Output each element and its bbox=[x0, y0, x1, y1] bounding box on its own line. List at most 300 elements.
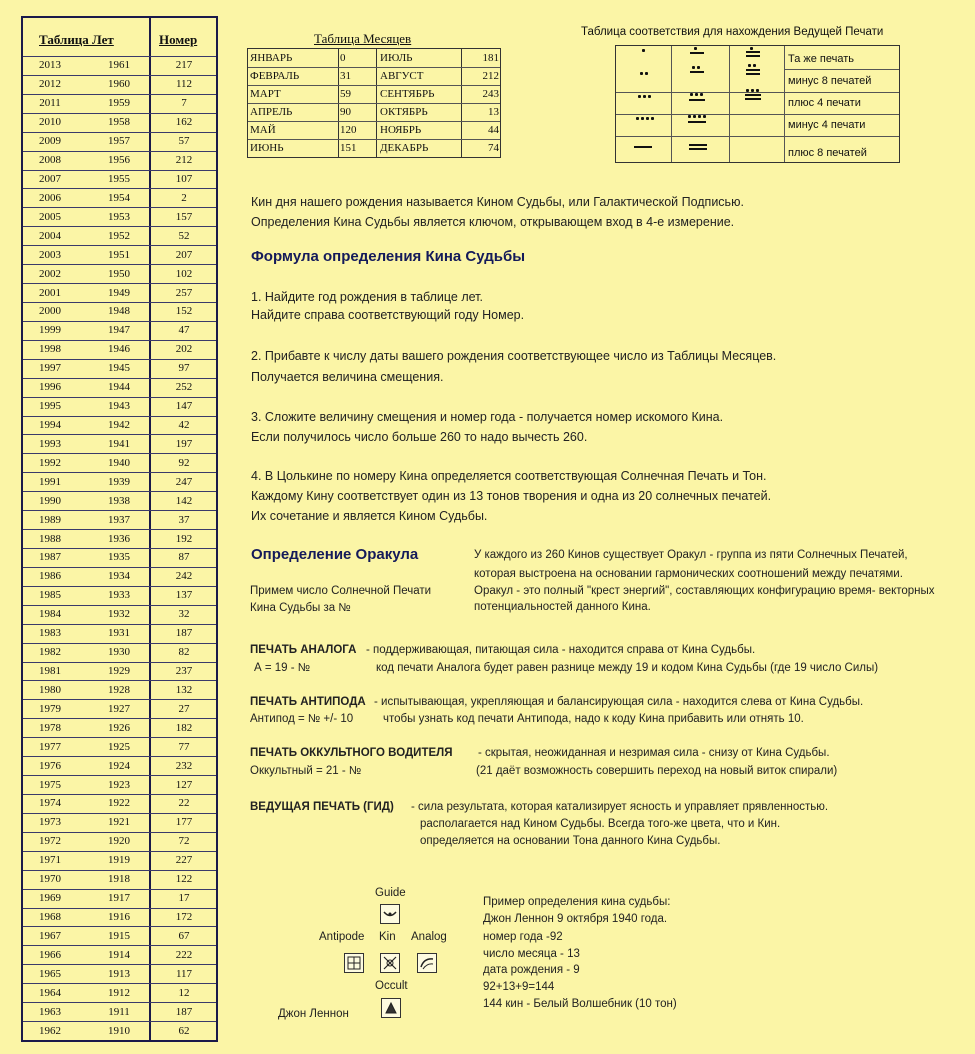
tone-11-icon bbox=[750, 47, 753, 50]
number-cell: 187 bbox=[175, 1005, 193, 1018]
year-cell: 2004 bbox=[39, 229, 61, 242]
number-cell: 17 bbox=[178, 892, 190, 905]
year-cell: 1989 bbox=[39, 513, 61, 526]
example-line-1: Джон Леннон 9 октября 1940 года. bbox=[483, 913, 668, 925]
year-cell: 1970 bbox=[39, 873, 61, 886]
months-table-title: Таблица Месяцев bbox=[314, 31, 412, 46]
year-cell-alt: 1949 bbox=[108, 286, 130, 299]
year-cell-alt: 1933 bbox=[108, 589, 130, 602]
diagram-label-analog: Analog bbox=[411, 931, 447, 943]
year-cell: 1998 bbox=[39, 343, 61, 356]
years-table-row bbox=[23, 302, 216, 318]
antipode-note: чтобы узнать код печати Антипода, надо к коду Кина прибавить или отнять 10. bbox=[383, 713, 804, 725]
number-cell: 22 bbox=[178, 797, 190, 810]
years-table-row bbox=[23, 434, 216, 450]
year-cell-alt: 1961 bbox=[108, 59, 130, 72]
year-cell-alt: 1939 bbox=[108, 475, 130, 488]
year-cell: 2013 bbox=[39, 59, 61, 72]
years-table-row bbox=[23, 510, 216, 526]
intro-line-2: Определения Кина Судьбы является ключом, открывающем вход в 4-е измерение. bbox=[251, 215, 735, 229]
year-cell-alt: 1923 bbox=[108, 778, 130, 791]
years-table-row bbox=[23, 851, 216, 867]
antipode-seal-icon bbox=[344, 953, 364, 973]
years-table-row bbox=[23, 1002, 216, 1018]
year-cell-alt: 1959 bbox=[108, 97, 130, 110]
occult-formula: Оккультный = 21 - № bbox=[250, 765, 362, 777]
years-table-row bbox=[23, 283, 216, 299]
year-cell: 2001 bbox=[39, 286, 61, 299]
year-cell: 2002 bbox=[39, 267, 61, 280]
number-cell: 217 bbox=[175, 59, 193, 72]
years-table-row bbox=[23, 453, 216, 469]
years-table-row bbox=[23, 170, 216, 185]
formula-step-4c: Их сочетание и является Кином Судьбы. bbox=[251, 509, 488, 523]
number-cell: 62 bbox=[178, 1024, 190, 1037]
tone-12-icon bbox=[748, 64, 756, 67]
year-cell-alt: 1927 bbox=[108, 702, 130, 715]
oracle-heading: Определение Оракула bbox=[251, 546, 419, 563]
years-table-row bbox=[23, 207, 216, 223]
year-cell-alt: 1930 bbox=[108, 646, 130, 659]
number-cell: 182 bbox=[175, 721, 193, 734]
year-cell: 1979 bbox=[39, 702, 61, 715]
month-name-cell: АПРЕЛЬ bbox=[250, 106, 293, 118]
years-table-row bbox=[23, 321, 216, 337]
example-line-6: 144 кин - Белый Волшебник (10 тон) bbox=[483, 998, 677, 1010]
number-cell: 232 bbox=[175, 759, 193, 772]
example-line-4: дата рождения - 9 bbox=[483, 964, 580, 976]
year-cell: 1963 bbox=[39, 1005, 61, 1018]
years-table-row bbox=[23, 624, 216, 640]
number-cell: 87 bbox=[178, 551, 190, 564]
year-cell-alt: 1921 bbox=[108, 816, 130, 829]
month-value-cell: 90 bbox=[340, 106, 351, 118]
tone-3-icon bbox=[638, 95, 651, 98]
year-cell: 1992 bbox=[39, 456, 61, 469]
years-table-row bbox=[23, 340, 216, 356]
year-cell-alt: 1948 bbox=[108, 305, 130, 318]
analog-title: ПЕЧАТЬ АНАЛОГА bbox=[250, 644, 357, 656]
number-cell: 117 bbox=[175, 967, 193, 980]
years-table-rows bbox=[23, 56, 216, 1040]
diagram-label-guide: Guide bbox=[375, 887, 406, 899]
antipode-formula: Антипод = № +/- 10 bbox=[250, 713, 354, 725]
years-table-row bbox=[23, 264, 216, 280]
occult-seal-icon bbox=[381, 998, 401, 1018]
year-cell-alt: 1913 bbox=[108, 967, 130, 980]
number-cell: 127 bbox=[175, 778, 193, 791]
number-cell: 257 bbox=[175, 286, 193, 299]
tone-7-icon bbox=[692, 66, 700, 69]
year-cell-alt: 1926 bbox=[108, 721, 130, 734]
seal-label-minus8: минус 8 печатей bbox=[788, 75, 872, 87]
year-cell-alt: 1957 bbox=[108, 135, 130, 148]
year-cell: 1985 bbox=[39, 589, 61, 602]
year-cell-alt: 1924 bbox=[108, 759, 130, 772]
example-line-5: 92+13+9=144 bbox=[483, 981, 555, 993]
year-cell-alt: 1937 bbox=[108, 513, 130, 526]
tone-1-icon bbox=[642, 49, 645, 52]
year-cell-alt: 1922 bbox=[108, 797, 130, 810]
analog-desc: - поддерживающая, питающая сила - находится справа от Кина Судьбы. bbox=[366, 644, 756, 656]
years-table-row bbox=[23, 226, 216, 242]
years-table-row bbox=[23, 567, 216, 583]
year-cell: 1966 bbox=[39, 948, 61, 961]
formula-step-2b: Получается величина смещения. bbox=[251, 370, 444, 384]
years-table-row bbox=[23, 586, 216, 602]
years-table-row bbox=[23, 756, 216, 772]
number-cell: 132 bbox=[175, 683, 193, 696]
number-cell: 247 bbox=[175, 475, 193, 488]
diagram-label-antipode: Antipode bbox=[319, 931, 365, 943]
number-cell: 12 bbox=[178, 986, 190, 999]
number-cell: 52 bbox=[178, 229, 190, 242]
year-cell: 2010 bbox=[39, 116, 61, 129]
year-cell-alt: 1938 bbox=[108, 494, 130, 507]
month-name-cell: ДЕКАБРЬ bbox=[380, 142, 429, 154]
formula-step-4a: 4. В Цолькине по номеру Кина определяется соответствующая Солнечная Печать и Тон. bbox=[251, 469, 767, 483]
number-cell: 82 bbox=[178, 646, 190, 659]
tone-8-icon bbox=[690, 93, 703, 96]
month-value-cell: 151 bbox=[340, 142, 357, 154]
year-cell: 1984 bbox=[39, 608, 61, 621]
seal-label-plus4: плюс 4 печати bbox=[788, 97, 861, 109]
years-table-row bbox=[23, 718, 216, 734]
oracle-right-2: которая выстроена на основании гармонических соотношений между печатями. bbox=[474, 568, 903, 580]
year-cell: 1965 bbox=[39, 967, 61, 980]
years-table-row bbox=[23, 397, 216, 413]
number-cell: 112 bbox=[175, 78, 193, 91]
year-cell-alt: 1952 bbox=[108, 229, 130, 242]
year-cell-alt: 1951 bbox=[108, 248, 130, 261]
year-cell-alt: 1918 bbox=[108, 873, 130, 886]
year-cell: 1994 bbox=[39, 418, 61, 431]
month-value-cell: 181 bbox=[482, 52, 499, 64]
number-cell: 192 bbox=[175, 532, 193, 545]
example-line-2: номер года -92 bbox=[483, 931, 563, 943]
guide-desc-2: располагается над Кином Судьбы. Всегда того-же цвета, что и Кин. bbox=[420, 818, 781, 830]
number-cell: 187 bbox=[175, 627, 193, 640]
occult-title: ПЕЧАТЬ ОККУЛЬТНОГО ВОДИТЕЛЯ bbox=[250, 747, 453, 759]
guide-desc-3: определяется на основании Тона данного Кина Судьбы. bbox=[420, 835, 721, 847]
oracle-right-4: потенциальностей данного Кина. bbox=[474, 601, 651, 613]
year-cell: 1972 bbox=[39, 835, 61, 848]
year-cell: 1976 bbox=[39, 759, 61, 772]
year-cell-alt: 1946 bbox=[108, 343, 130, 356]
number-cell: 102 bbox=[175, 267, 193, 280]
year-cell-alt: 1941 bbox=[108, 437, 130, 450]
year-cell-alt: 1917 bbox=[108, 892, 130, 905]
number-cell: 67 bbox=[178, 929, 190, 942]
years-table-row bbox=[23, 870, 216, 886]
number-cell: 142 bbox=[175, 494, 193, 507]
tone-2-icon bbox=[640, 72, 648, 75]
number-cell: 242 bbox=[175, 570, 193, 583]
number-cell: 147 bbox=[175, 400, 193, 413]
year-cell-alt: 1919 bbox=[108, 854, 130, 867]
seal-label-minus4: минус 4 печати bbox=[788, 119, 866, 131]
years-table-row bbox=[23, 908, 216, 923]
number-cell: 42 bbox=[178, 418, 190, 431]
years-table-header-number: Номер bbox=[159, 32, 198, 47]
formula-heading: Формула определения Кина Судьбы bbox=[251, 248, 526, 265]
years-table-row bbox=[23, 378, 216, 394]
year-cell-alt: 1947 bbox=[108, 324, 130, 337]
year-cell: 1987 bbox=[39, 551, 61, 564]
year-cell-alt: 1932 bbox=[108, 608, 130, 621]
number-cell: 97 bbox=[178, 362, 190, 375]
month-name-cell: СЕНТЯБРЬ bbox=[380, 88, 435, 100]
year-cell: 1997 bbox=[39, 362, 61, 375]
month-value-cell: 13 bbox=[488, 106, 499, 118]
years-table-row bbox=[23, 643, 216, 659]
year-cell-alt: 1929 bbox=[108, 664, 130, 677]
tone-13-icon bbox=[746, 89, 759, 92]
months-table bbox=[247, 48, 501, 158]
year-cell: 1993 bbox=[39, 437, 61, 450]
year-cell-alt: 1958 bbox=[108, 116, 130, 129]
year-cell-alt: 1931 bbox=[108, 627, 130, 640]
tone-10-icon bbox=[689, 144, 707, 146]
year-cell: 1969 bbox=[39, 892, 61, 905]
month-name-cell: НОЯБРЬ bbox=[380, 124, 422, 136]
years-table-row bbox=[23, 964, 216, 980]
month-value-cell: 120 bbox=[340, 124, 357, 136]
analog-formula: А = 19 - № bbox=[254, 662, 311, 674]
years-table-row bbox=[23, 832, 216, 848]
year-cell: 1964 bbox=[39, 986, 61, 999]
years-table-row bbox=[23, 94, 216, 110]
years-table-row bbox=[23, 662, 216, 677]
year-cell: 1982 bbox=[39, 646, 61, 659]
year-cell: 1967 bbox=[39, 929, 61, 942]
year-cell: 1991 bbox=[39, 475, 61, 488]
number-cell: 202 bbox=[175, 343, 193, 356]
seal-table-title: Таблица соответствия для нахождения Ведущей Печати bbox=[581, 26, 884, 38]
formula-step-1b: Найдите справа соответствующий году Номер. bbox=[251, 308, 525, 322]
years-table-row bbox=[23, 188, 216, 204]
antipode-title: ПЕЧАТЬ АНТИПОДА bbox=[250, 696, 366, 708]
month-name-cell: ОКТЯБРЬ bbox=[380, 106, 428, 118]
years-table-row bbox=[23, 245, 216, 261]
month-value-cell: 0 bbox=[340, 52, 346, 64]
years-table-row bbox=[23, 794, 216, 810]
number-cell: 137 bbox=[175, 589, 193, 602]
year-cell: 1974 bbox=[39, 797, 61, 810]
year-cell: 1977 bbox=[39, 740, 61, 753]
year-cell: 1981 bbox=[39, 664, 61, 677]
year-cell-alt: 1956 bbox=[108, 154, 130, 167]
oracle-right-3: Оракул - это полный "крест энергий", составляющих конфигурацию время- векторных bbox=[474, 585, 935, 597]
antipode-desc: - испытывающая, укрепляющая и балансирующая сила - находится слева от Кина Судьбы. bbox=[374, 696, 864, 708]
month-name-cell: АВГУСТ bbox=[380, 70, 424, 82]
oracle-left-2: Кина Судьбы за № bbox=[250, 602, 351, 614]
years-table-row bbox=[23, 548, 216, 564]
number-cell: 222 bbox=[175, 948, 193, 961]
month-value-cell: 243 bbox=[482, 88, 499, 100]
year-cell-alt: 1920 bbox=[108, 835, 130, 848]
year-cell-alt: 1945 bbox=[108, 362, 130, 375]
oracle-right-1: У каждого из 260 Кинов существует Оракул - группа из пяти Солнечных Печатей, bbox=[474, 549, 908, 561]
number-cell: 122 bbox=[175, 873, 193, 886]
month-name-cell: ФЕВРАЛЬ bbox=[250, 70, 300, 82]
month-name-cell: МАРТ bbox=[250, 88, 281, 100]
number-cell: 27 bbox=[178, 702, 190, 715]
year-cell: 2005 bbox=[39, 210, 61, 223]
year-cell-alt: 1950 bbox=[108, 267, 130, 280]
years-table-row bbox=[23, 1021, 216, 1037]
year-cell: 1973 bbox=[39, 816, 61, 829]
oracle-left-1: Примем число Солнечной Печати bbox=[250, 585, 432, 597]
year-cell: 1968 bbox=[39, 910, 61, 923]
year-cell: 2000 bbox=[39, 305, 61, 318]
seal-label-same: Та же печать bbox=[788, 53, 855, 65]
year-cell: 1980 bbox=[39, 683, 61, 696]
years-table-row bbox=[23, 529, 216, 545]
month-name-cell: ИЮНЬ bbox=[250, 142, 284, 154]
number-cell: 227 bbox=[175, 854, 193, 867]
month-value-cell: 31 bbox=[340, 70, 351, 82]
kin-seal-icon bbox=[380, 953, 400, 973]
year-cell: 1995 bbox=[39, 400, 61, 413]
formula-step-4b: Каждому Кину соответствует один из 13 тонов творения и одна из 20 солнечных печатей. bbox=[251, 489, 772, 503]
seal-table bbox=[615, 45, 900, 163]
number-cell: 92 bbox=[178, 456, 190, 469]
formula-step-1a: 1. Найдите год рождения в таблице лет. bbox=[251, 290, 483, 304]
formula-step-3a: 3. Сложите величину смещения и номер года - получается номер искомого Кина. bbox=[251, 410, 724, 424]
years-table-row bbox=[23, 359, 216, 375]
year-cell-alt: 1925 bbox=[108, 740, 130, 753]
month-name-cell: МАЙ bbox=[250, 124, 276, 136]
year-cell: 1983 bbox=[39, 627, 61, 640]
analog-seal-icon bbox=[417, 953, 437, 973]
year-cell-alt: 1943 bbox=[108, 400, 130, 413]
number-cell: 47 bbox=[178, 324, 190, 337]
number-cell: 162 bbox=[175, 116, 193, 129]
seal-label-plus8: плюс 8 печатей bbox=[788, 147, 867, 159]
year-cell-alt: 1942 bbox=[108, 418, 130, 431]
number-cell: 212 bbox=[175, 154, 193, 167]
year-cell: 1986 bbox=[39, 570, 61, 583]
year-cell-alt: 1954 bbox=[108, 191, 130, 204]
year-cell-alt: 1934 bbox=[108, 570, 130, 583]
guide-seal-icon bbox=[380, 904, 400, 924]
year-cell: 2012 bbox=[39, 78, 61, 91]
years-table-row bbox=[23, 416, 216, 431]
tone-9-icon bbox=[688, 115, 706, 118]
year-cell-alt: 1915 bbox=[108, 929, 130, 942]
number-cell: 157 bbox=[175, 210, 193, 223]
number-cell: 107 bbox=[175, 172, 193, 185]
year-cell: 2003 bbox=[39, 248, 61, 261]
year-cell-alt: 1955 bbox=[108, 172, 130, 185]
number-cell: 152 bbox=[175, 305, 193, 318]
number-cell: 72 bbox=[178, 835, 190, 848]
years-table-row bbox=[23, 775, 216, 791]
year-cell-alt: 1928 bbox=[108, 683, 130, 696]
month-name-cell: ЯНВАРЬ bbox=[250, 52, 293, 64]
years-table-row bbox=[23, 680, 216, 696]
years-table-row bbox=[23, 945, 216, 961]
guide-title: ВЕДУЩАЯ ПЕЧАТЬ (ГИД) bbox=[250, 801, 394, 813]
diagram-label-person: Джон Леннон bbox=[278, 1008, 349, 1020]
year-cell-alt: 1914 bbox=[108, 948, 130, 961]
years-table-row bbox=[23, 737, 216, 753]
number-cell: 7 bbox=[181, 97, 187, 110]
years-table-row bbox=[23, 983, 216, 999]
year-cell-alt: 1960 bbox=[108, 78, 130, 91]
number-cell: 237 bbox=[175, 664, 193, 677]
guide-desc-1: - сила результата, которая катализирует ясность и управляет прявленностью. bbox=[411, 801, 829, 813]
occult-note: (21 даёт возможность совершить переход на новый виток спирали) bbox=[476, 765, 838, 777]
year-cell-alt: 1912 bbox=[108, 986, 130, 999]
year-cell-alt: 1935 bbox=[108, 551, 130, 564]
year-cell: 1988 bbox=[39, 532, 61, 545]
number-cell: 57 bbox=[178, 135, 190, 148]
number-cell: 37 bbox=[178, 513, 190, 526]
year-cell: 1978 bbox=[39, 721, 61, 734]
number-cell: 252 bbox=[175, 381, 193, 394]
year-cell-alt: 1944 bbox=[108, 381, 130, 394]
year-cell: 1996 bbox=[39, 381, 61, 394]
year-cell: 2011 bbox=[39, 97, 61, 110]
number-cell: 77 bbox=[178, 740, 190, 753]
example-title: Пример определения кина судьбы: bbox=[483, 896, 671, 908]
analog-note: код печати Аналога будет равен разнице между 19 и кодом Кина Судьбы (где 19 число Силы) bbox=[376, 662, 879, 674]
month-value-cell: 59 bbox=[340, 88, 351, 100]
years-table-row bbox=[23, 926, 216, 942]
years-table-row bbox=[23, 605, 216, 621]
year-cell-alt: 1911 bbox=[108, 1005, 130, 1018]
years-table-row bbox=[23, 699, 216, 715]
year-cell-alt: 1953 bbox=[108, 210, 130, 223]
tone-6-icon bbox=[694, 47, 697, 50]
year-cell-alt: 1916 bbox=[108, 910, 130, 923]
year-cell-alt: 1910 bbox=[108, 1024, 130, 1037]
number-cell: 207 bbox=[175, 248, 193, 261]
years-table bbox=[21, 16, 218, 1042]
year-cell-alt: 1940 bbox=[108, 456, 130, 469]
year-cell: 1962 bbox=[39, 1024, 61, 1037]
intro-line-1: Кин дня нашего рождения называется Кином Судьбы, или Галактической Подписью. bbox=[251, 195, 744, 209]
years-table-row bbox=[23, 472, 216, 488]
years-table-row bbox=[23, 75, 216, 91]
diagram-label-kin: Kin bbox=[379, 931, 396, 943]
number-cell: 197 bbox=[175, 437, 193, 450]
year-cell: 1971 bbox=[39, 854, 61, 867]
year-cell: 1999 bbox=[39, 324, 61, 337]
month-value-cell: 44 bbox=[488, 124, 499, 136]
years-table-row bbox=[23, 56, 216, 72]
month-name-cell: ИЮЛЬ bbox=[380, 52, 413, 64]
years-table-header-year: Таблица Лет bbox=[39, 32, 114, 47]
years-table-row bbox=[23, 813, 216, 829]
formula-step-2a: 2. Прибавте к числу даты вашего рождения соответствующее число из Таблицы Месяцев. bbox=[251, 349, 777, 363]
year-cell: 2007 bbox=[39, 172, 61, 185]
number-cell: 32 bbox=[178, 608, 190, 621]
number-cell: 2 bbox=[181, 191, 187, 204]
year-cell: 1975 bbox=[39, 778, 61, 791]
example-line-3: число месяца - 13 bbox=[483, 948, 580, 960]
year-cell: 2009 bbox=[39, 135, 61, 148]
year-cell: 2006 bbox=[39, 191, 61, 204]
number-cell: 177 bbox=[175, 816, 193, 829]
years-table-row bbox=[23, 132, 216, 148]
years-table-row bbox=[23, 113, 216, 129]
month-value-cell: 74 bbox=[488, 142, 499, 154]
tone-5-icon bbox=[634, 146, 652, 148]
year-cell-alt: 1936 bbox=[108, 532, 130, 545]
